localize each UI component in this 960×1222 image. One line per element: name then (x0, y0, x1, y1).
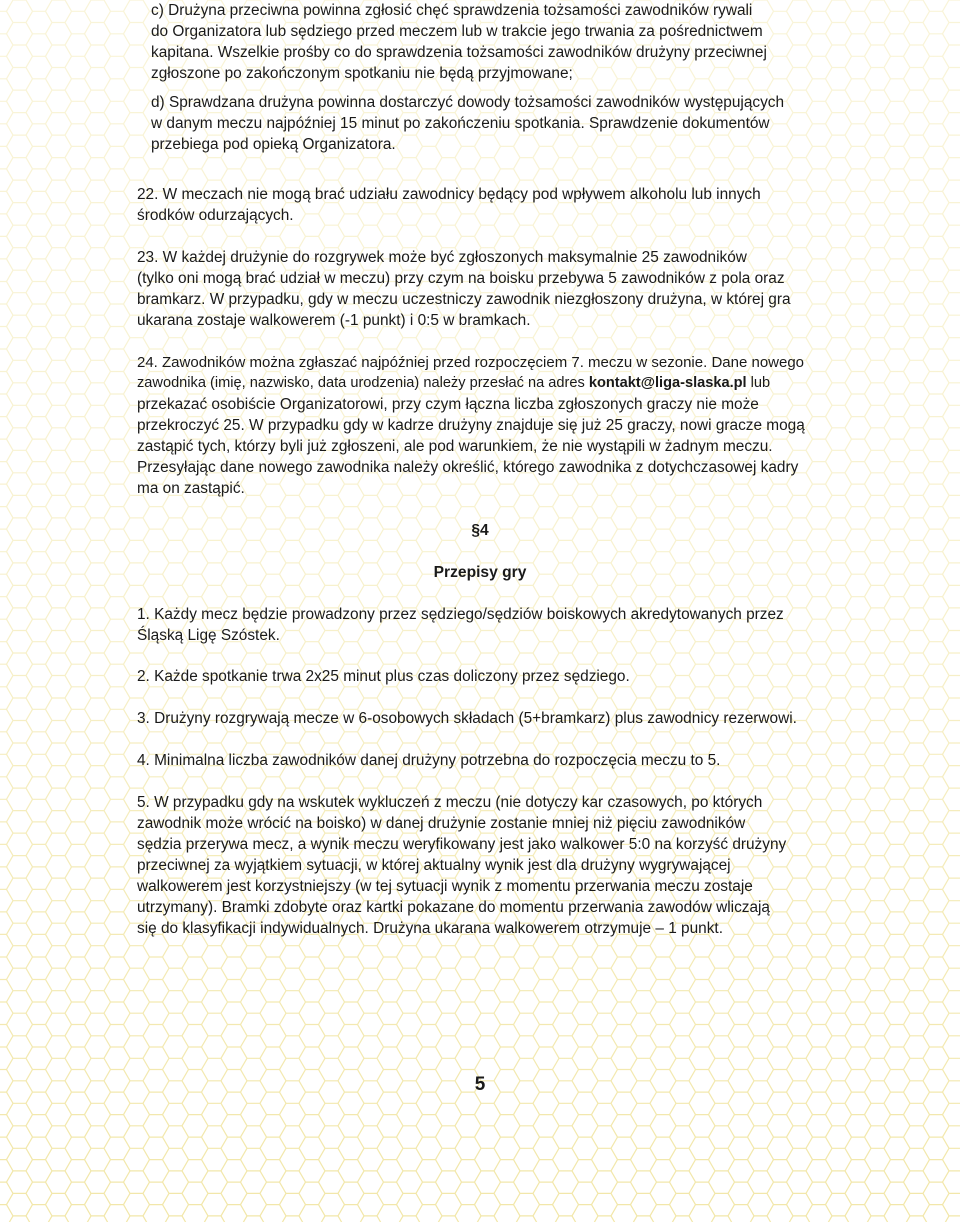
text-line: 3. Drużyny rozgrywają mecze w 6-osobowych składach (5+bramkarz) plus zawodnicy rezerwowi. (137, 710, 797, 727)
text-line: przekazać osobiście Organizatorowi, przy czym łączna liczba zgłoszonych graczy nie może (137, 396, 759, 413)
text-line: c) Drużyna przeciwna powinna zgłosić chęć sprawdzenia tożsamości zawodników rywali (151, 2, 753, 19)
paragraph-c (151, 0, 851, 84)
paragraph-d (151, 92, 851, 155)
email-link[interactable]: kontakt@liga-slaska.pl (588, 375, 747, 391)
text-line: przebiega pod opieką Organizatora. (151, 136, 396, 153)
text-line: się do klasyfikacji indywidualnych. Drużyna ukarana walkowerem otrzymuje – 1 punkt. (137, 920, 723, 937)
text-line: zgłoszone po zakończonym spotkaniu nie będą przyjmowane; (151, 65, 573, 82)
text-line: ma on zastąpić. (137, 480, 245, 497)
page-number: 5 (474, 1074, 486, 1095)
text-line: do Organizatora lub sędziego przed meczem lub w trakcie jego trwania za pośrednictwem (151, 23, 763, 40)
text-line: walkowerem jest korzystniejszy (w tej sytuacji wynik z momentu przerwania meczu zostaje (137, 878, 753, 895)
text-line: 4. Minimalna liczba zawodników danej drużyny potrzebna do rozpoczęcia meczu to 5. (137, 752, 721, 769)
paragraph-23 (137, 247, 837, 331)
text-line: 24. Zawodników można zgłaszać najpóźniej przed rozpoczęciem 7. meczu w sezonie. Dane nowego (137, 354, 805, 371)
section-number: §4 (471, 522, 489, 539)
text-fragment: zawodnika (imię, nazwisko, data urodzenia) należy przesłać na adres (137, 375, 589, 391)
text-line: przeciwnej za wyjątkiem sytuacji, w której aktualny wynik jest dla drużyny wygrywającej (137, 857, 731, 874)
text-line: zawodnik może wrócić na boisko) w danej drużynie zostanie mniej niż pięciu zawodników (137, 815, 746, 832)
text-line: bramkarz. W przypadku, gdy w meczu uczestniczy zawodnik niezgłoszony drużyna, w której gra (137, 291, 791, 308)
text-line: 5. W przypadku gdy na wskutek wykluczeń z meczu (nie dotyczy kar czasowych, po których (137, 794, 763, 811)
text-line: sędzia przerywa mecz, a wynik meczu weryfikowany jest jako walkower 5:0 na korzyść drużyny (137, 836, 787, 853)
rule-3 (137, 708, 837, 729)
text-line: Śląską Ligę Szóstek. (137, 627, 280, 644)
text-line: 22. W meczach nie mogą brać udziału zawodnicy będący pod wpływem alkoholu lub innych (137, 186, 761, 203)
text-line: 1. Każdy mecz będzie prowadzony przez sędziego/sędziów boiskowych akredytowanych przez (137, 606, 784, 623)
text-fragment: lub (746, 375, 771, 391)
paragraph-24 (137, 352, 837, 499)
text-line: w danym meczu najpóźniej 15 minut po zakończeniu spotkania. Sprawdzenie dokumentów (151, 115, 770, 132)
rule-5 (137, 792, 837, 939)
text-line: 23. W każdej drużynie do rozgrywek może być zgłoszonych maksymalnie 25 zawodników (137, 249, 747, 266)
rule-4 (137, 750, 837, 771)
section-title: Przepisy gry (433, 564, 527, 581)
text-line: d) Sprawdzana drużyna powinna dostarczyć dowody tożsamości zawodników występujących (151, 94, 785, 111)
text-line: kapitana. Wszelkie prośby co do sprawdzenia tożsamości zawodników drużyny przeciwnej (151, 44, 767, 61)
text-line: przekroczyć 25. W przypadku gdy w kadrze drużyny znajduje się już 25 graczy, nowi gracze mogą (137, 417, 805, 434)
paragraph-22 (137, 184, 837, 226)
rule-1 (137, 604, 837, 646)
text-line (137, 373, 837, 394)
text-line: (tylko oni mogą brać udział w meczu) przy czym na boisku przebywa 5 zawodników z pola oraz (137, 270, 785, 287)
text-line: Przesyłając dane nowego zawodnika należy określić, którego zawodnika z dotychczasowej kadry (137, 459, 799, 476)
text-line: środków odurzających. (137, 207, 294, 224)
rule-2 (137, 666, 837, 687)
text-line: ukarana zostaje walkowerem (-1 punkt) i 0:5 w bramkach. (137, 312, 531, 329)
text-line: zastąpić tych, którzy byli już zgłoszeni, ale pod warunkiem, że nie wystąpili w żadnym meczu. (137, 438, 773, 455)
text-line: 2. Każde spotkanie trwa 2x25 minut plus czas doliczony przez sędziego. (137, 668, 630, 685)
text-line: utrzymany). Bramki zdobyte oraz kartki pokazane do momentu przerwania zawodów wliczają (137, 899, 770, 916)
